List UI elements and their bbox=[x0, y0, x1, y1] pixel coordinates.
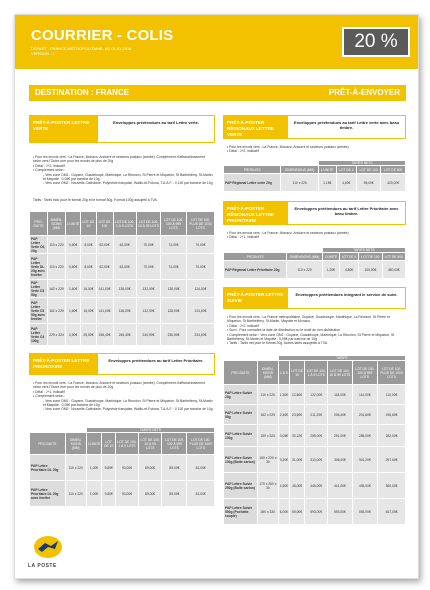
section-lettre-verte-header bbox=[29, 115, 215, 143]
section-title: PRÊT-À-POSTER LETTRE VERTE bbox=[30, 116, 98, 142]
section-title: PRÊT-À-POSTER RÉGIONAUX LETTRE VERTE bbox=[224, 116, 288, 138]
table-tarifs-row: TARIFS NETS bbox=[30, 428, 215, 433]
section-description: Enveloppes préétendues au tarif Lettre Prioritaire avec beau timbre. bbox=[294, 206, 399, 216]
table-row: PAP Lettre Verte C5 50g avec fenêtre 162 x 229 1,60€ 16,00€ 141,00€ 136,00€ 132,00€ 128,00€ 124,00€ bbox=[30, 298, 215, 324]
section-title: PRÊT-À-POSTER RÉGIONAUX LETTRE PRIORITAIRE bbox=[224, 202, 288, 224]
la-poste-logo-icon bbox=[33, 533, 63, 561]
table-lettre-suivie bbox=[223, 355, 406, 525]
category-label: PRÊT-À-ENVOYER bbox=[328, 88, 400, 97]
section-lettre-prioritaire-header bbox=[29, 353, 215, 375]
table-row: PAP Lettre Verte C6, 20g 110 x 220 0,80€ 8,00€ 62,00€ 62,00€ 70,00€ 74,00€ 70,00€ bbox=[30, 236, 215, 254]
table-tarifs-row: TARIFS NETS bbox=[224, 161, 406, 166]
destination-label: DESTINATION : FRANCE bbox=[35, 88, 130, 97]
bullet: - Vers zone OM1 : Guyane, Guadeloupe, Martinique, La Réunion, St Pierre et Miquelon, St Barthélémy, St-Martin et Mayotte : 0,05€ par tranche de 10g bbox=[33, 399, 213, 408]
section-description: Enveloppes préétendues intégrant le service de suivi. bbox=[295, 292, 398, 297]
table-row: PAP Lettre Verte C5 50g 162 x 229 1,60€ 16,00€ 141,00€ 136,00€ 132,00€ 128,00€ 124,00€ bbox=[30, 280, 215, 298]
table-row: PAP Régional Lettre verte 20g 110 x 220 1,15€ 4,60€ 95,00€ 420,00€ bbox=[224, 174, 406, 192]
table-row: PAP Lettre Verte C4 100g 229 x 324 2,50€ 25,50€ 248,40€ 245,40€ 240,90€ 236,50€ 234,00€ bbox=[30, 324, 215, 346]
section-regional-prioritaire-header bbox=[223, 201, 406, 225]
table-row: PAP Lettre Suivie 500g (Pochette souple) 260 x 330 6,00€ 59,00€ 593,00€ 593,00€ 593,00€ 547,00€ bbox=[224, 499, 406, 525]
section-lettre-prioritaire-bullets bbox=[33, 381, 213, 412]
bullet: • Suivi : Pour connaître la date de distribution ou le motif de non distribution bbox=[227, 328, 405, 332]
section-regional-verte-bullets bbox=[227, 145, 405, 154]
table-row: PAP Lettre Prioritaire DL 20g 110 x 220 1,00€ 9,80€ 93,00€ 89,00€ 85,00€ 81,00€ bbox=[30, 455, 215, 481]
section-lettre-verte-bullets bbox=[33, 155, 213, 186]
bullet: • Complément selon : bbox=[33, 168, 213, 172]
bullet: • Pour les envois vers : La France métropolitaine, Guyane, Guadeloupe, Martinique, La Réunion, St Pierre et Miquelon, St Barthélémy, St-Martin, Mayotte et Monaco. bbox=[227, 315, 405, 324]
header-subtitle: DÉPART : FRANCE MÉTROPOLITAINE, AU 01.01.2016 VERSION : 1 bbox=[31, 46, 132, 56]
section-title: PRÊT-À-POSTER LETTRE SUIVIE bbox=[224, 288, 288, 308]
section-description: Enveloppes préétendues au tarif Lettre Prioritaire. bbox=[108, 358, 204, 363]
page-title: COURRIER - COLIS bbox=[31, 27, 174, 44]
bullet: - Vers zone OM1 : Guyane, Guadeloupe, Martinique, La Réunion, St Pierre et Miquelon, St Barthélémy, St-Martin et Mayotte : 0,05€ par tranche de 10g bbox=[33, 173, 213, 182]
section-regional-verte-header bbox=[223, 115, 406, 139]
bullet: • Tarifs : Tarifs net pour le format 20g. Autres tarifs assujettis à TVA. bbox=[227, 341, 405, 345]
bullet: • Délai : J+1, indicatif bbox=[33, 390, 213, 394]
table-header-row: PRO-DUITS DIMEN-SIONS (MM) L'UNITÉ LOT DE 10 LOT DE 100, 1 À 9 LOTS LOT DE 100, 10 À 99 LOTS LOT DE 100, 100 À 999 LOTS LOT DE 100, PLUS DE 1000 LOTS bbox=[30, 433, 215, 455]
table-tarifs-row: TARIFS NETS bbox=[224, 248, 406, 253]
table-header-row: PRODUITS DIMENSIONS (MM) L'UNITÉ LOT DE 4 LOT DE 100 LOT DE 500 bbox=[224, 166, 406, 174]
bullet: - Vers zone OM2 : Nouvelle-Calédonie, Polynésie française, Wallis-et-Futuna, T.A.A.F. : 0,11€ par tranche de 10g bbox=[33, 181, 213, 185]
destination-band bbox=[29, 85, 406, 101]
section-description: Enveloppes préétendues au tarif Lettre verte. bbox=[113, 120, 199, 125]
section-title: PRÊT-À-POSTER LETTRE PRIORITAIRE bbox=[30, 354, 98, 374]
section-regional-prioritaire-bullets bbox=[227, 231, 405, 240]
table-row: PAP Lettre Suivie 250g (Boîte carton) 170 x 260 x 30 4,50€ 45,00€ 445,00€ 441,00€ 435,00€ 360,00€ bbox=[224, 473, 406, 499]
bullet: • Pour les envois vers : La France, Monaco, Andorre et secteurs postaux (armée). Complément d'affranchissement selon vers l'Outre-mer pour les envois de plus de 20g bbox=[33, 381, 213, 390]
table-row: PAP Lettre Suivie 100g 229 x 324 3,05€ 30,12€ 295,00€ 291,00€ 285,00€ 282,00€ bbox=[224, 425, 406, 447]
section-description: Enveloppes préétendues au tarif Lettre verte avec beau timbre. bbox=[293, 120, 400, 130]
table-header-row: PRO-DUITS DIMEN-SIONS (MM) L'UNITÉ LOT DE 10 LOT DE 100 LOT DE 100, 1 À 9 LOTS LOT DE 100, 10 À 99 LOTS LOT DE 100, 100 À 999 LOTS LOT DE 100, PLUS DE 1000 LOTS bbox=[30, 212, 215, 236]
table-regional-verte bbox=[223, 160, 406, 192]
logo-text: LA POSTE bbox=[28, 563, 57, 569]
table-regional-prioritaire bbox=[223, 247, 406, 279]
bullet: • Pour les envois vers : La France, Monaco, Andorre et secteurs postaux (armée) bbox=[227, 231, 405, 235]
table-header-row: PRO-DUITS DIMEN-SIONS (MM) 1 À 9 LOT DE 10 LOT DE 100, 1 À 9 LOTS LOT DE 100, 10 À 99 LOTS LOT DE 100, 100 À 999 LOTS LOT DE 100, PLUS DE 1000 LOTS bbox=[224, 361, 406, 385]
table-header-row: PRODUITS DIMENSIONS (MM) L'UNITÉ LOT DE 4 LOT DE 100 LOT DE 500 bbox=[224, 253, 406, 261]
table-row: PAP Lettre Suivie 20g 110 x 220 1,30€ 12,60€ 122,00€ 118,00€ 114,00€ 110,00€ bbox=[224, 385, 406, 405]
table-row: PAP Lettre Verte DL 20g avec fenêtre 110 x 220 0,80€ 8,00€ 62,00€ 62,00€ 70,00€ 74,00€ 70,00€ bbox=[30, 254, 215, 280]
table-tarifs-row: TARIFS bbox=[224, 356, 406, 361]
bullet: • Pour les envois vers : La France, Monaco, Andorre et secteurs postaux (armée) bbox=[227, 145, 405, 149]
table-row: PAP Lettre Suivie 100g (Boîte carton) 150 x 220 x 30 3,20€ 31,00€ 310,00€ 306,00€ 301,20€ 297,60€ bbox=[224, 447, 406, 473]
bullet: • Complément selon : Vers zone OM1 : Guyane, Guadeloupe, Martinique, La Réunion, St Pierre et Miquelon, St Barthélémy, St-Martin et Mayotte : 0,05€ par tranche de 10g bbox=[227, 333, 405, 342]
discount-badge: 20 % bbox=[342, 27, 410, 57]
price-sheet bbox=[14, 14, 419, 579]
bullet: • Pour les envois vers : La France, Monaco, Andorre et secteurs postaux (armée). Complément d'affranchissement selon vers l'Outre-mer pour les envois de plus de 20g bbox=[33, 155, 213, 164]
table-row: PAP Régional Lettre Prioritaire 20g 110 x 220 1,20€ 4,80€ 100,00€ 450,00€ bbox=[224, 261, 406, 279]
table-row: PAP Lettre Suivie 50g 162 x 229 2,40€ 23,50€ 211,20€ 206,40€ 201,60€ 196,80€ bbox=[224, 405, 406, 425]
table-row: PAP Lettre Prioritaire DL 20g avec fenêtre 110 x 220 1,00€ 9,80€ 93,00€ 89,00€ 85,00€ 81,00€ bbox=[30, 481, 215, 507]
table-lettre-prioritaire bbox=[29, 427, 215, 507]
bullet: • Délai : J+2, indicatif bbox=[227, 149, 405, 153]
table-lettre-verte bbox=[29, 211, 215, 346]
section-lettre-suivie-header bbox=[223, 287, 406, 309]
bullet: • Délai : J+1, indicatif bbox=[227, 235, 405, 239]
bullet: - Vers zone OM2 : Nouvelle-Calédonie, Polynésie française, Wallis-et-Futuna, T.A.A.F. : 0,11€ par tranche de 10g bbox=[33, 407, 213, 411]
header-bar bbox=[15, 15, 418, 69]
bullet: • Délai : J+2, indicatif bbox=[227, 324, 405, 328]
bullet: • Complément selon : bbox=[33, 394, 213, 398]
tarifs-note: Tarifs : Tarifs indu pour le format 20g et le format 50g. Format 100g assujetti à TVA. bbox=[33, 198, 158, 202]
section-lettre-suivie-bullets bbox=[227, 315, 405, 346]
bullet: • Délai : J+2, indicatif bbox=[33, 164, 213, 168]
